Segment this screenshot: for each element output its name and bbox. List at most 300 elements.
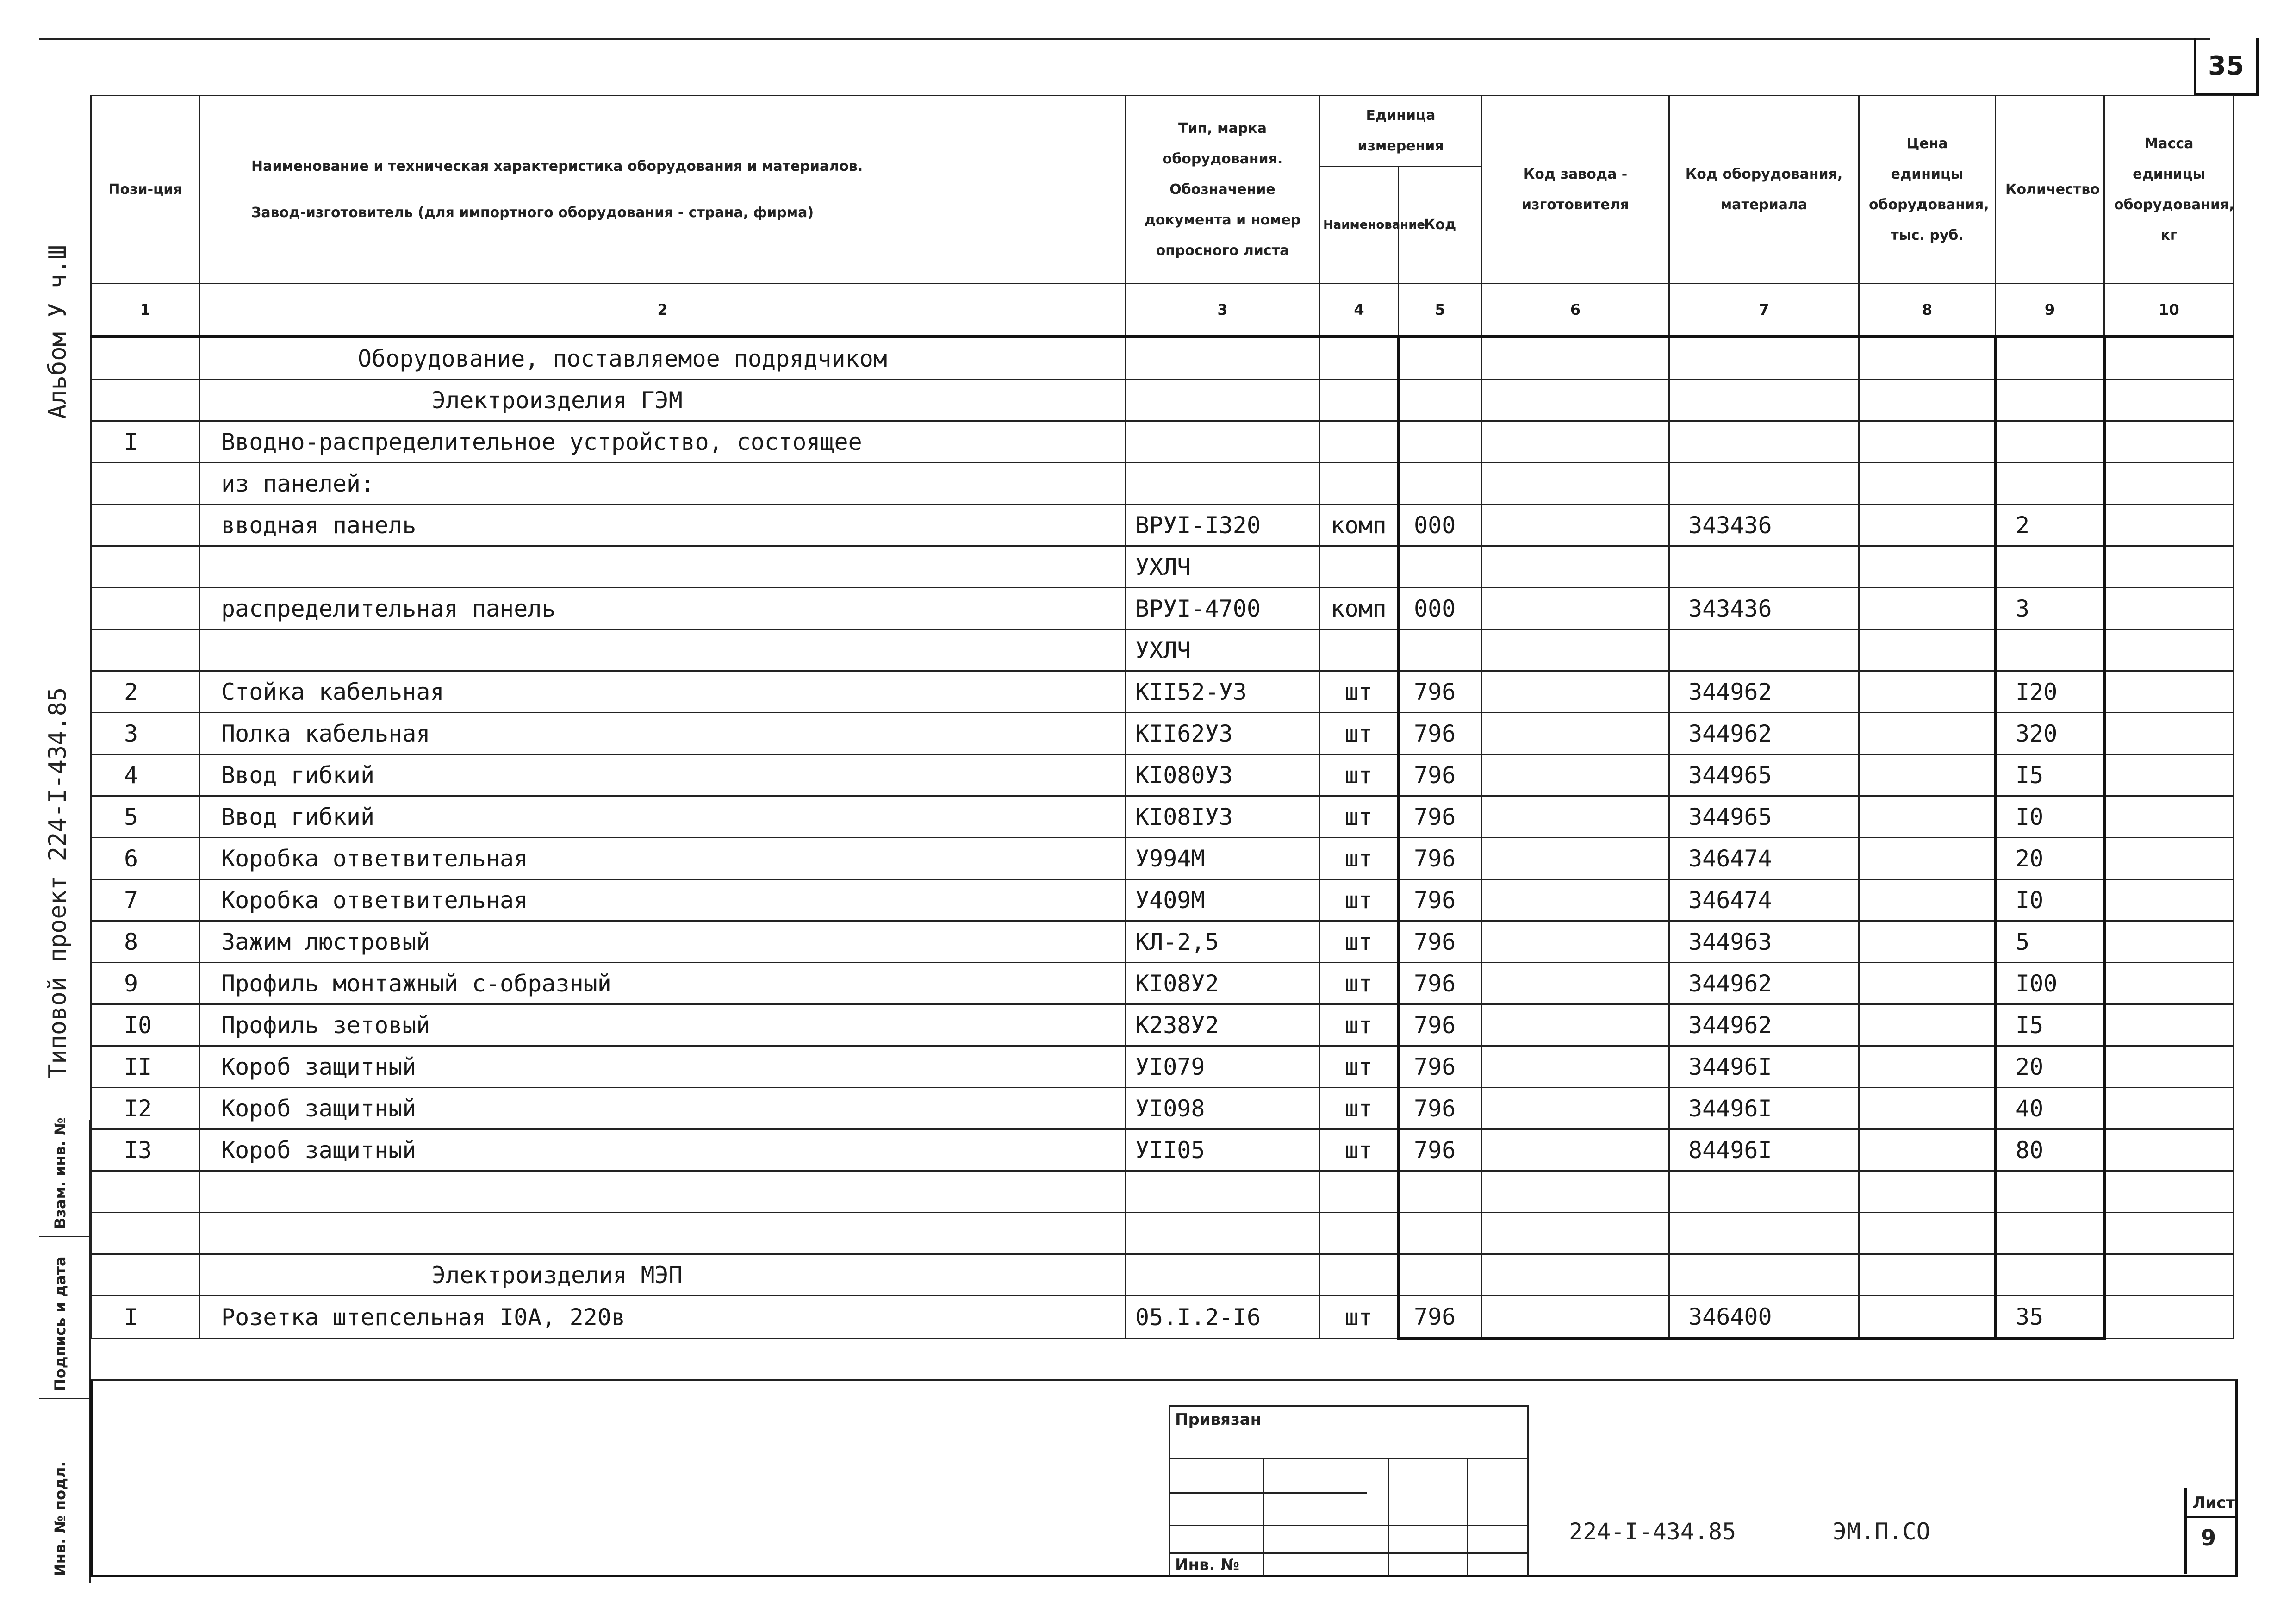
colnum: 5 <box>1399 284 1482 337</box>
row-material-code <box>1669 546 1859 588</box>
row-mass <box>2104 1129 2234 1171</box>
row-unit-code: 796 <box>1399 1046 1482 1088</box>
header-type: Тип, марка оборудования. Обозначение документа и номер опросного листа <box>1126 96 1320 284</box>
row-unit-name: комп <box>1320 588 1399 629</box>
row-type: К238У2 <box>1126 1004 1320 1046</box>
row-quantity <box>1996 546 2104 588</box>
row-unit-code <box>1399 546 1482 588</box>
row-position <box>91 1254 200 1296</box>
row-position: 5 <box>91 796 200 838</box>
colnum: 8 <box>1859 284 1996 337</box>
row-unit-code <box>1399 1213 1482 1254</box>
row-material-code <box>1669 1171 1859 1213</box>
row-position <box>91 588 200 629</box>
header-factory-code: Код завода - изготовителя <box>1482 96 1669 284</box>
row-mass <box>2104 963 2234 1004</box>
header-name-line1: Наименование и техническая характеристика оборудования и материалов. <box>251 158 863 174</box>
row-unit-code <box>1399 380 1482 421</box>
row-price <box>1859 1254 1996 1296</box>
row-factory-code <box>1482 796 1669 838</box>
row-material-code: 344963 <box>1669 921 1859 963</box>
row-factory-code <box>1482 879 1669 921</box>
row-unit-code: 796 <box>1399 1129 1482 1171</box>
project-label: Типовой проект 224-I-434.85 <box>44 687 72 1078</box>
colnum: 3 <box>1126 284 1320 337</box>
row-name: Стойка кабельная <box>200 671 1126 713</box>
row-quantity <box>1996 421 2104 463</box>
row-name: Электроизделия ГЭМ <box>200 380 1126 421</box>
row-mass <box>2104 713 2234 754</box>
row-price <box>1859 380 1996 421</box>
row-unit-code: 796 <box>1399 963 1482 1004</box>
row-type <box>1126 463 1320 505</box>
row-mass <box>2104 1254 2234 1296</box>
row-material-code: 344962 <box>1669 1004 1859 1046</box>
row-type: КI08У2 <box>1126 963 1320 1004</box>
row-mass <box>2104 337 2234 380</box>
table-row <box>91 1213 2234 1254</box>
row-price <box>1859 1171 1996 1213</box>
row-name: Зажим люстровый <box>200 921 1126 963</box>
row-position <box>91 546 200 588</box>
row-name: Коробка ответвительная <box>200 838 1126 879</box>
table-row <box>91 838 2234 879</box>
header-price: Цена единицы оборудования, тыс. руб. <box>1859 96 1996 284</box>
row-factory-code <box>1482 713 1669 754</box>
row-type: КII52-У3 <box>1126 671 1320 713</box>
row-quantity: 40 <box>1996 1088 2104 1129</box>
row-type: У409М <box>1126 879 1320 921</box>
row-price <box>1859 463 1996 505</box>
row-name: Профиль монтажный с-образный <box>200 963 1126 1004</box>
row-quantity: 320 <box>1996 713 2104 754</box>
row-quantity: I5 <box>1996 1004 2104 1046</box>
header-name-line2: Завод-изготовитель (для импортного оборудования - страна, фирма) <box>251 204 814 221</box>
row-material-code: 34496I <box>1669 1088 1859 1129</box>
row-material-code: 344962 <box>1669 963 1859 1004</box>
row-quantity: I00 <box>1996 963 2104 1004</box>
row-price <box>1859 838 1996 879</box>
row-unit-name: шт <box>1320 1088 1399 1129</box>
row-type <box>1126 1171 1320 1213</box>
row-factory-code <box>1482 1213 1669 1254</box>
row-material-code: 346474 <box>1669 838 1859 879</box>
row-name: Ввод гибкий <box>200 796 1126 838</box>
row-quantity: 5 <box>1996 921 2104 963</box>
row-price <box>1859 337 1996 380</box>
row-material-code: 343436 <box>1669 505 1859 546</box>
top-frame-line <box>39 38 2210 40</box>
row-quantity <box>1996 337 2104 380</box>
row-type <box>1126 421 1320 463</box>
row-factory-code <box>1482 337 1669 380</box>
row-mass <box>2104 754 2234 796</box>
row-material-code <box>1669 1254 1859 1296</box>
row-material-code: 346400 <box>1669 1296 1859 1339</box>
row-type: КI08IУ3 <box>1126 796 1320 838</box>
header-position: Пози-ция <box>91 96 200 284</box>
row-mass <box>2104 505 2234 546</box>
row-type <box>1126 1213 1320 1254</box>
row-type <box>1126 337 1320 380</box>
doc-code: 224-I-434.85 <box>1569 1518 1736 1545</box>
row-factory-code <box>1482 1296 1669 1339</box>
row-material-code: 346474 <box>1669 879 1859 921</box>
row-name: из панелей: <box>200 463 1126 505</box>
table-row <box>91 796 2234 838</box>
row-position <box>91 463 200 505</box>
row-factory-code <box>1482 671 1669 713</box>
row-material-code <box>1669 1213 1859 1254</box>
row-factory-code <box>1482 1088 1669 1129</box>
row-unit-code <box>1399 337 1482 380</box>
row-position <box>91 629 200 671</box>
row-mass <box>2104 1004 2234 1046</box>
row-name: Ввод гибкий <box>200 754 1126 796</box>
row-factory-code <box>1482 629 1669 671</box>
row-unit-code: 796 <box>1399 838 1482 879</box>
row-name: Короб защитный <box>200 1088 1126 1129</box>
colnum: 6 <box>1482 284 1669 337</box>
row-unit-code: 000 <box>1399 588 1482 629</box>
table-row <box>91 1046 2234 1088</box>
row-position: II <box>91 1046 200 1088</box>
row-mass <box>2104 796 2234 838</box>
row-type: КЛ-2,5 <box>1126 921 1320 963</box>
table-row <box>91 380 2234 421</box>
row-unit-name: шт <box>1320 713 1399 754</box>
row-unit-code: 000 <box>1399 505 1482 546</box>
strip-label-signature: Подпись и дата <box>51 1256 69 1391</box>
row-quantity: 2 <box>1996 505 2104 546</box>
row-mass <box>2104 463 2234 505</box>
row-unit-name <box>1320 1254 1399 1296</box>
table-row <box>91 505 2234 546</box>
row-unit-code <box>1399 421 1482 463</box>
bottom-frame <box>90 1379 2238 1577</box>
column-number-row <box>91 284 2234 337</box>
row-unit-name: шт <box>1320 671 1399 713</box>
row-position: 4 <box>91 754 200 796</box>
row-quantity: I0 <box>1996 879 2104 921</box>
row-price <box>1859 879 1996 921</box>
row-factory-code <box>1482 421 1669 463</box>
table-row <box>91 1088 2234 1129</box>
row-mass <box>2104 1088 2234 1129</box>
row-quantity <box>1996 463 2104 505</box>
row-position: 7 <box>91 879 200 921</box>
row-mass <box>2104 879 2234 921</box>
row-price <box>1859 421 1996 463</box>
left-stamp-strip <box>39 1117 91 1583</box>
row-unit-name: шт <box>1320 754 1399 796</box>
equipment-spec-table <box>90 95 2234 1340</box>
row-mass <box>2104 1171 2234 1213</box>
row-position: I0 <box>91 1004 200 1046</box>
row-quantity <box>1996 1171 2104 1213</box>
row-unit-code: 796 <box>1399 796 1482 838</box>
row-unit-name: шт <box>1320 838 1399 879</box>
row-type <box>1126 380 1320 421</box>
row-name: Оборудование, поставляемое подрядчиком <box>200 337 1126 380</box>
row-name: Профиль зетовый <box>200 1004 1126 1046</box>
table-row <box>91 671 2234 713</box>
binding-stamp <box>1169 1405 1529 1576</box>
row-name <box>200 629 1126 671</box>
row-material-code: 344962 <box>1669 671 1859 713</box>
row-unit-name: шт <box>1320 1004 1399 1046</box>
header-name <box>200 96 1126 284</box>
row-quantity: 20 <box>1996 838 2104 879</box>
row-unit-name <box>1320 1171 1399 1213</box>
row-quantity: 20 <box>1996 1046 2104 1088</box>
table-row <box>91 1171 2234 1213</box>
row-position <box>91 1213 200 1254</box>
table-row <box>91 463 2234 505</box>
row-position <box>91 505 200 546</box>
row-position: 2 <box>91 671 200 713</box>
table-row <box>91 629 2234 671</box>
row-quantity: I0 <box>1996 796 2104 838</box>
row-mass <box>2104 1213 2234 1254</box>
row-factory-code <box>1482 463 1669 505</box>
row-mass <box>2104 1046 2234 1088</box>
row-quantity <box>1996 1254 2104 1296</box>
row-price <box>1859 1088 1996 1129</box>
row-name <box>200 1171 1126 1213</box>
row-unit-code: 796 <box>1399 1296 1482 1339</box>
row-factory-code <box>1482 546 1669 588</box>
row-unit-code: 796 <box>1399 754 1482 796</box>
row-type: ВРУI-4700 <box>1126 588 1320 629</box>
row-mass <box>2104 629 2234 671</box>
header-quantity: Количество <box>1996 96 2104 284</box>
row-position: I2 <box>91 1088 200 1129</box>
row-unit-name: шт <box>1320 1046 1399 1088</box>
row-price <box>1859 505 1996 546</box>
row-factory-code <box>1482 838 1669 879</box>
row-quantity: 35 <box>1996 1296 2104 1339</box>
colnum: 10 <box>2104 284 2234 337</box>
table-row <box>91 879 2234 921</box>
row-quantity <box>1996 629 2104 671</box>
stamp-inv-label: Инв. № <box>1175 1556 1240 1574</box>
row-name: Коробка ответвительная <box>200 879 1126 921</box>
row-factory-code <box>1482 921 1669 963</box>
album-label: Альбом У ч.Ш <box>44 245 72 419</box>
row-quantity <box>1996 1213 2104 1254</box>
row-mass <box>2104 1296 2234 1339</box>
row-type: 05.I.2-I6 <box>1126 1296 1320 1339</box>
row-type: У994М <box>1126 838 1320 879</box>
row-factory-code <box>1482 505 1669 546</box>
row-price <box>1859 1296 1996 1339</box>
colnum: 2 <box>200 284 1126 337</box>
sheet-box <box>2184 1488 2235 1574</box>
row-price <box>1859 1213 1996 1254</box>
row-name: Полка кабельная <box>200 713 1126 754</box>
row-mass <box>2104 588 2234 629</box>
row-unit-name <box>1320 337 1399 380</box>
table-row <box>91 963 2234 1004</box>
row-mass <box>2104 421 2234 463</box>
page-number: 35 <box>2208 50 2244 81</box>
row-material-code <box>1669 629 1859 671</box>
row-material-code <box>1669 421 1859 463</box>
table-row <box>91 754 2234 796</box>
row-mass <box>2104 838 2234 879</box>
row-factory-code <box>1482 1171 1669 1213</box>
row-price <box>1859 629 1996 671</box>
row-unit-code: 796 <box>1399 713 1482 754</box>
header-mass: Масса единицы оборудования, кг <box>2104 96 2234 284</box>
row-factory-code <box>1482 1129 1669 1171</box>
row-name: Короб защитный <box>200 1046 1126 1088</box>
row-name: Короб защитный <box>200 1129 1126 1171</box>
row-factory-code <box>1482 1254 1669 1296</box>
row-type: УII05 <box>1126 1129 1320 1171</box>
sheet-label: Лист <box>2192 1494 2235 1512</box>
row-unit-name <box>1320 421 1399 463</box>
row-material-code: 344965 <box>1669 796 1859 838</box>
row-price <box>1859 588 1996 629</box>
row-material-code <box>1669 463 1859 505</box>
row-unit-name: шт <box>1320 1129 1399 1171</box>
header-material-code: Код оборудования, материала <box>1669 96 1859 284</box>
row-name: Розетка штепсельная I0А, 220в <box>200 1296 1126 1339</box>
row-material-code: 344965 <box>1669 754 1859 796</box>
row-name: распределительная панель <box>200 588 1126 629</box>
row-unit-name <box>1320 380 1399 421</box>
row-unit-name: комп <box>1320 505 1399 546</box>
row-position: 3 <box>91 713 200 754</box>
row-price <box>1859 713 1996 754</box>
table-row <box>91 921 2234 963</box>
row-factory-code <box>1482 1046 1669 1088</box>
row-unit-code: 796 <box>1399 921 1482 963</box>
row-type: УХЛЧ <box>1126 629 1320 671</box>
colnum: 1 <box>91 284 200 337</box>
table-row <box>91 421 2234 463</box>
row-unit-name <box>1320 1213 1399 1254</box>
colnum: 4 <box>1320 284 1399 337</box>
row-position: I <box>91 1296 200 1339</box>
row-unit-name: шт <box>1320 879 1399 921</box>
row-unit-code <box>1399 463 1482 505</box>
row-price <box>1859 1004 1996 1046</box>
row-position: I3 <box>91 1129 200 1171</box>
strip-label-replace: Взам. инв. № <box>51 1117 69 1229</box>
row-price <box>1859 963 1996 1004</box>
row-price <box>1859 796 1996 838</box>
row-type: УI079 <box>1126 1046 1320 1088</box>
table-row <box>91 1129 2234 1171</box>
row-material-code: 84496I <box>1669 1129 1859 1171</box>
row-unit-name: шт <box>1320 921 1399 963</box>
page-number-box <box>2194 38 2259 96</box>
row-unit-code <box>1399 1171 1482 1213</box>
doc-mark: ЭМ.П.СО <box>1833 1518 1930 1545</box>
row-factory-code <box>1482 754 1669 796</box>
row-price <box>1859 1129 1996 1171</box>
table-row <box>91 1254 2234 1296</box>
row-factory-code <box>1482 380 1669 421</box>
sheet-number: 9 <box>2201 1525 2216 1551</box>
colnum: 7 <box>1669 284 1859 337</box>
row-unit-name <box>1320 463 1399 505</box>
row-price <box>1859 921 1996 963</box>
row-factory-code <box>1482 963 1669 1004</box>
row-name: Вводно-распределительное устройство, состоящее <box>200 421 1126 463</box>
row-unit-name: шт <box>1320 796 1399 838</box>
row-position: 8 <box>91 921 200 963</box>
colnum: 9 <box>1996 284 2104 337</box>
row-unit-name <box>1320 546 1399 588</box>
row-factory-code <box>1482 588 1669 629</box>
table-row <box>91 588 2234 629</box>
header-row <box>91 96 2234 167</box>
row-unit-code: 796 <box>1399 1088 1482 1129</box>
row-name: Электроизделия МЭП <box>200 1254 1126 1296</box>
row-factory-code <box>1482 1004 1669 1046</box>
row-unit-name <box>1320 629 1399 671</box>
row-price <box>1859 546 1996 588</box>
row-price <box>1859 1046 1996 1088</box>
row-unit-name: шт <box>1320 1296 1399 1339</box>
row-position: I <box>91 421 200 463</box>
table-row <box>91 713 2234 754</box>
row-unit-code: 796 <box>1399 671 1482 713</box>
row-name <box>200 1213 1126 1254</box>
row-name: вводная панель <box>200 505 1126 546</box>
row-material-code: 343436 <box>1669 588 1859 629</box>
row-material-code: 344962 <box>1669 713 1859 754</box>
row-mass <box>2104 921 2234 963</box>
row-unit-code <box>1399 629 1482 671</box>
row-position <box>91 1171 200 1213</box>
row-position <box>91 380 200 421</box>
row-price <box>1859 671 1996 713</box>
row-type: КI080У3 <box>1126 754 1320 796</box>
row-type: УХЛЧ <box>1126 546 1320 588</box>
row-position <box>91 337 200 380</box>
row-type: КII62У3 <box>1126 713 1320 754</box>
row-quantity <box>1996 380 2104 421</box>
row-type: УI098 <box>1126 1088 1320 1129</box>
row-position: 6 <box>91 838 200 879</box>
row-material-code <box>1669 337 1859 380</box>
header-unit-name: Наименование <box>1320 167 1399 284</box>
row-unit-name: шт <box>1320 963 1399 1004</box>
row-unit-code <box>1399 1254 1482 1296</box>
table-body <box>91 337 2234 1339</box>
row-quantity: I20 <box>1996 671 2104 713</box>
row-quantity: I5 <box>1996 754 2104 796</box>
row-name <box>200 546 1126 588</box>
stamp-bound-label: Привязан <box>1175 1410 1262 1429</box>
header-unit: Единица измерения <box>1320 96 1482 167</box>
row-price <box>1859 754 1996 796</box>
table-row <box>91 337 2234 380</box>
row-type <box>1126 1254 1320 1296</box>
table-row <box>91 1004 2234 1046</box>
row-mass <box>2104 671 2234 713</box>
row-mass <box>2104 546 2234 588</box>
row-type: ВРУI-I320 <box>1126 505 1320 546</box>
row-quantity: 3 <box>1996 588 2104 629</box>
row-quantity: 80 <box>1996 1129 2104 1171</box>
table-row <box>91 546 2234 588</box>
